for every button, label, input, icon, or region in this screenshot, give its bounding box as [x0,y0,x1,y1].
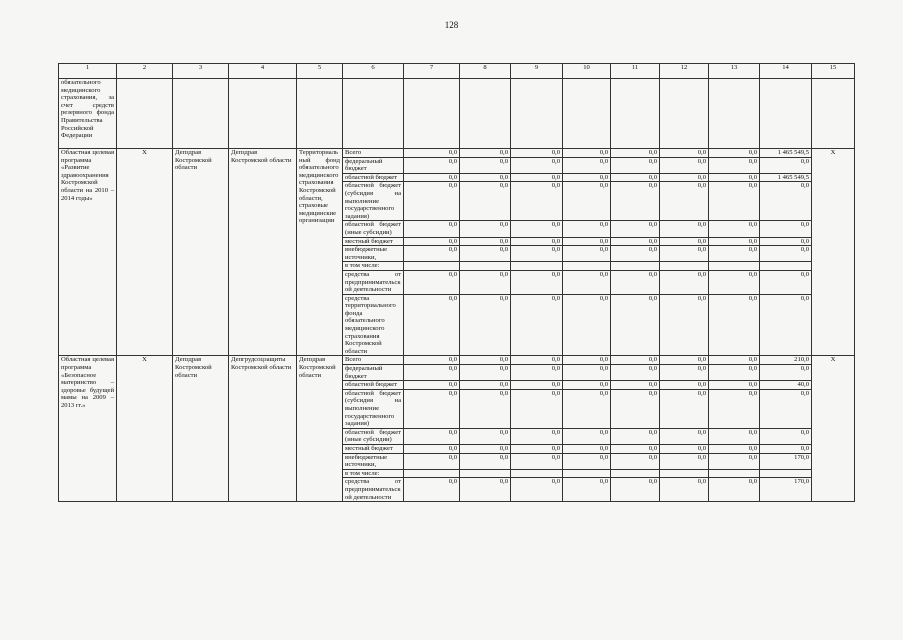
value-cell: 0,0 [460,157,511,173]
value-cell: 0,0 [563,478,611,502]
value-cell: 0,0 [404,237,460,246]
value-cell: 0,0 [404,356,460,365]
value-cell: 0,0 [660,381,709,390]
value-cell: 0,0 [660,182,709,221]
value-cell: 0,0 [709,381,760,390]
value-cell: 0,0 [511,389,563,428]
value-cell: 0,0 [460,173,511,182]
value-cell: 0,0 [611,453,660,469]
value-cell: 0,0 [404,157,460,173]
value-cell: 0,0 [460,182,511,221]
value-cell: 0,0 [660,389,709,428]
value-cell: 0,0 [563,365,611,381]
program-name: Областная целевая программа «Развитие здравоохранения Костромской области на 2010 – 2014 годы» [59,149,117,356]
value-cell [660,262,709,271]
value-cell: 0,0 [709,356,760,365]
value-cell: 0,0 [404,294,460,356]
page-number: 128 [444,20,459,30]
value-cell: 0,0 [660,478,709,502]
value-cell [563,262,611,271]
value-cell: 0,0 [563,381,611,390]
value-cell [511,262,563,271]
value-cell: 0,0 [511,237,563,246]
value-cell: 0,0 [709,157,760,173]
funding-source-label: областной бюджет [343,381,404,390]
value-cell: 0,0 [460,365,511,381]
value-cell: 0,0 [460,149,511,158]
value-cell: 0,0 [760,428,812,444]
value-cell: 0,0 [709,365,760,381]
participants-cell: Депздрав Костромской области [297,356,343,502]
value-cell: 0,0 [611,478,660,502]
value-cell: 0,0 [511,444,563,453]
value-cell: 0,0 [511,365,563,381]
column-header: 4 [229,64,297,79]
column-header: 6 [343,64,404,79]
value-cell: 0,0 [611,173,660,182]
value-cell: 0,0 [460,453,511,469]
funding-source-label: федеральный бюджет [343,365,404,381]
value-cell: 0,0 [563,453,611,469]
value-cell: 0,0 [511,381,563,390]
column-header: 1 [59,64,117,79]
column-header: 8 [460,64,511,79]
value-cell: 0,0 [760,237,812,246]
column-header: 2 [117,64,173,79]
value-cell [660,469,709,478]
value-cell: 0,0 [709,173,760,182]
funding-source-label: внебюджетные источники, [343,246,404,262]
value-cell: 0,0 [404,173,460,182]
table-row [59,149,855,158]
value-cell: 0,0 [760,444,812,453]
funding-source-label: местный бюджет [343,237,404,246]
value-cell: 0,0 [460,381,511,390]
value-cell: 0,0 [760,221,812,237]
value-cell [563,469,611,478]
funding-source-label: в том числе: [343,469,404,478]
value-cell: 0,0 [563,270,611,294]
value-cell: 0,0 [460,428,511,444]
value-cell: 0,0 [404,365,460,381]
value-cell: 0,0 [760,389,812,428]
value-cell [709,469,760,478]
column-header: 5 [297,64,343,79]
value-cell: 0,0 [563,173,611,182]
value-cell [611,469,660,478]
value-cell [611,262,660,271]
responsible-cell: Депгрудсоцзащиты Костромской области [229,356,297,502]
funding-source-label: местный бюджет [343,444,404,453]
value-cell: 0,0 [563,246,611,262]
value-cell: 0,0 [660,246,709,262]
value-cell: 0,0 [611,356,660,365]
value-cell: 0,0 [709,182,760,221]
executor-cell: Х [117,356,173,502]
value-cell: 0,0 [563,356,611,365]
value-cell: 0,0 [660,173,709,182]
coordinator-cell: Депздрав Костромской области [173,356,229,502]
value-cell: 0,0 [660,356,709,365]
column-header: 12 [660,64,709,79]
funding-source-label: областной бюджет [343,173,404,182]
value-cell: 0,0 [611,149,660,158]
value-cell: 0,0 [660,453,709,469]
column-header: 9 [511,64,563,79]
value-cell: 0,0 [563,389,611,428]
note-cell: Х [812,149,855,356]
value-cell: 0,0 [760,157,812,173]
value-cell: 0,0 [511,453,563,469]
value-cell: 0,0 [460,444,511,453]
value-cell: 0,0 [460,356,511,365]
value-cell [709,262,760,271]
value-cell: 0,0 [611,157,660,173]
value-cell: 0,0 [709,294,760,356]
continuation-row [59,79,855,149]
value-cell: 0,0 [511,173,563,182]
value-cell: 0,0 [404,270,460,294]
table-row [59,356,855,365]
value-cell: 170,0 [760,453,812,469]
column-header: 11 [611,64,660,79]
value-cell: 0,0 [563,157,611,173]
value-cell [511,469,563,478]
value-cell: 0,0 [760,294,812,356]
funding-source-label: средства территориального фонда обязательного медицинского страхования Костромской области [343,294,404,356]
funding-source-label: средства от предпринимательской деятельности [343,270,404,294]
value-cell: 0,0 [511,270,563,294]
responsible-cell: Депздрав Костромской области [229,149,297,356]
value-cell: 0,0 [660,428,709,444]
value-cell: 40,0 [760,381,812,390]
value-cell: 0,0 [660,149,709,158]
column-header: 3 [173,64,229,79]
column-header: 14 [760,64,812,79]
value-cell: 0,0 [404,428,460,444]
value-cell: 0,0 [460,221,511,237]
value-cell: 0,0 [563,294,611,356]
value-cell: 0,0 [709,453,760,469]
budget-table [58,63,855,502]
value-cell: 0,0 [404,478,460,502]
value-cell: 0,0 [511,356,563,365]
value-cell: 0,0 [563,444,611,453]
value-cell: 0,0 [460,246,511,262]
value-cell: 0,0 [760,182,812,221]
value-cell: 0,0 [511,182,563,221]
value-cell: 0,0 [404,444,460,453]
value-cell: 0,0 [611,428,660,444]
column-header: 7 [404,64,460,79]
value-cell: 0,0 [760,365,812,381]
value-cell: 0,0 [460,270,511,294]
column-header: 13 [709,64,760,79]
program-name: Областная целевая программа «Безопасное материнство – здоровье будущей мамы на 2009 – 2013 гг.» [59,356,117,502]
header-row [59,64,855,79]
value-cell: 170,0 [760,478,812,502]
value-cell: 0,0 [611,389,660,428]
value-cell: 0,0 [709,246,760,262]
value-cell: 0,0 [404,246,460,262]
value-cell: 0,0 [511,294,563,356]
value-cell: 0,0 [511,428,563,444]
value-cell: 0,0 [563,428,611,444]
value-cell: 1 465 549,5 [760,149,812,158]
value-cell: 0,0 [460,478,511,502]
value-cell: 0,0 [563,237,611,246]
value-cell: 0,0 [611,381,660,390]
value-cell: 0,0 [760,270,812,294]
funding-source-label: областной бюджет (иные субсидии) [343,428,404,444]
funding-source-label: средства от предпринимательской деятельности [343,478,404,502]
value-cell [760,262,812,271]
value-cell: 0,0 [460,237,511,246]
value-cell: 0,0 [511,221,563,237]
value-cell: 0,0 [404,453,460,469]
value-cell: 0,0 [660,365,709,381]
value-cell [760,469,812,478]
participants-cell: Территориальный фонд обязательного медицинского страхования Костромской области, страховые медицинские организации [297,149,343,356]
funding-source-label: областной бюджет (субсидия на выполнение государственного задания) [343,389,404,428]
value-cell: 0,0 [404,221,460,237]
value-cell: 0,0 [404,381,460,390]
executor-cell: Х [117,149,173,356]
column-header: 10 [563,64,611,79]
value-cell: 0,0 [511,157,563,173]
funding-source-label: федеральный бюджет [343,157,404,173]
funding-source-label: Всего [343,149,404,158]
value-cell: 0,0 [404,389,460,428]
value-cell: 0,0 [611,365,660,381]
value-cell: 0,0 [709,389,760,428]
value-cell: 0,0 [660,237,709,246]
column-header: 15 [812,64,855,79]
funding-source-label: областной бюджет (субсидия на выполнение государственного задания) [343,182,404,221]
value-cell: 0,0 [511,246,563,262]
value-cell: 0,0 [563,182,611,221]
value-cell: 210,0 [760,356,812,365]
value-cell: 0,0 [660,444,709,453]
value-cell: 0,0 [660,294,709,356]
value-cell: 0,0 [611,246,660,262]
value-cell: 0,0 [709,428,760,444]
value-cell: 0,0 [404,149,460,158]
value-cell [460,469,511,478]
value-cell: 0,0 [511,478,563,502]
value-cell: 0,0 [611,294,660,356]
value-cell: 0,0 [760,246,812,262]
value-cell: 0,0 [709,478,760,502]
value-cell: 0,0 [460,294,511,356]
value-cell: 0,0 [611,270,660,294]
value-cell: 0,0 [660,221,709,237]
value-cell: 0,0 [404,182,460,221]
continuation-text: обязательного медицинского страхования, за счет средств резервного фонда Правительства Российской Федерации [59,79,117,149]
value-cell [460,262,511,271]
value-cell: 0,0 [709,237,760,246]
value-cell: 0,0 [709,221,760,237]
value-cell: 0,0 [660,157,709,173]
funding-source-label: областной бюджет (иные субсидии) [343,221,404,237]
value-cell: 1 465 549,5 [760,173,812,182]
value-cell [404,469,460,478]
value-cell: 0,0 [563,149,611,158]
value-cell: 0,0 [660,270,709,294]
value-cell: 0,0 [563,221,611,237]
funding-source-label: внебюджетные источники, [343,453,404,469]
value-cell: 0,0 [611,182,660,221]
value-cell: 0,0 [611,221,660,237]
value-cell: 0,0 [709,149,760,158]
value-cell: 0,0 [611,237,660,246]
value-cell: 0,0 [460,389,511,428]
value-cell: 0,0 [709,444,760,453]
value-cell: 0,0 [511,149,563,158]
coordinator-cell: Депздрав Костромской области [173,149,229,356]
funding-source-label: в том числе: [343,262,404,271]
value-cell [404,262,460,271]
value-cell: 0,0 [709,270,760,294]
value-cell: 0,0 [611,444,660,453]
funding-source-label: Всего [343,356,404,365]
note-cell: Х [812,356,855,502]
